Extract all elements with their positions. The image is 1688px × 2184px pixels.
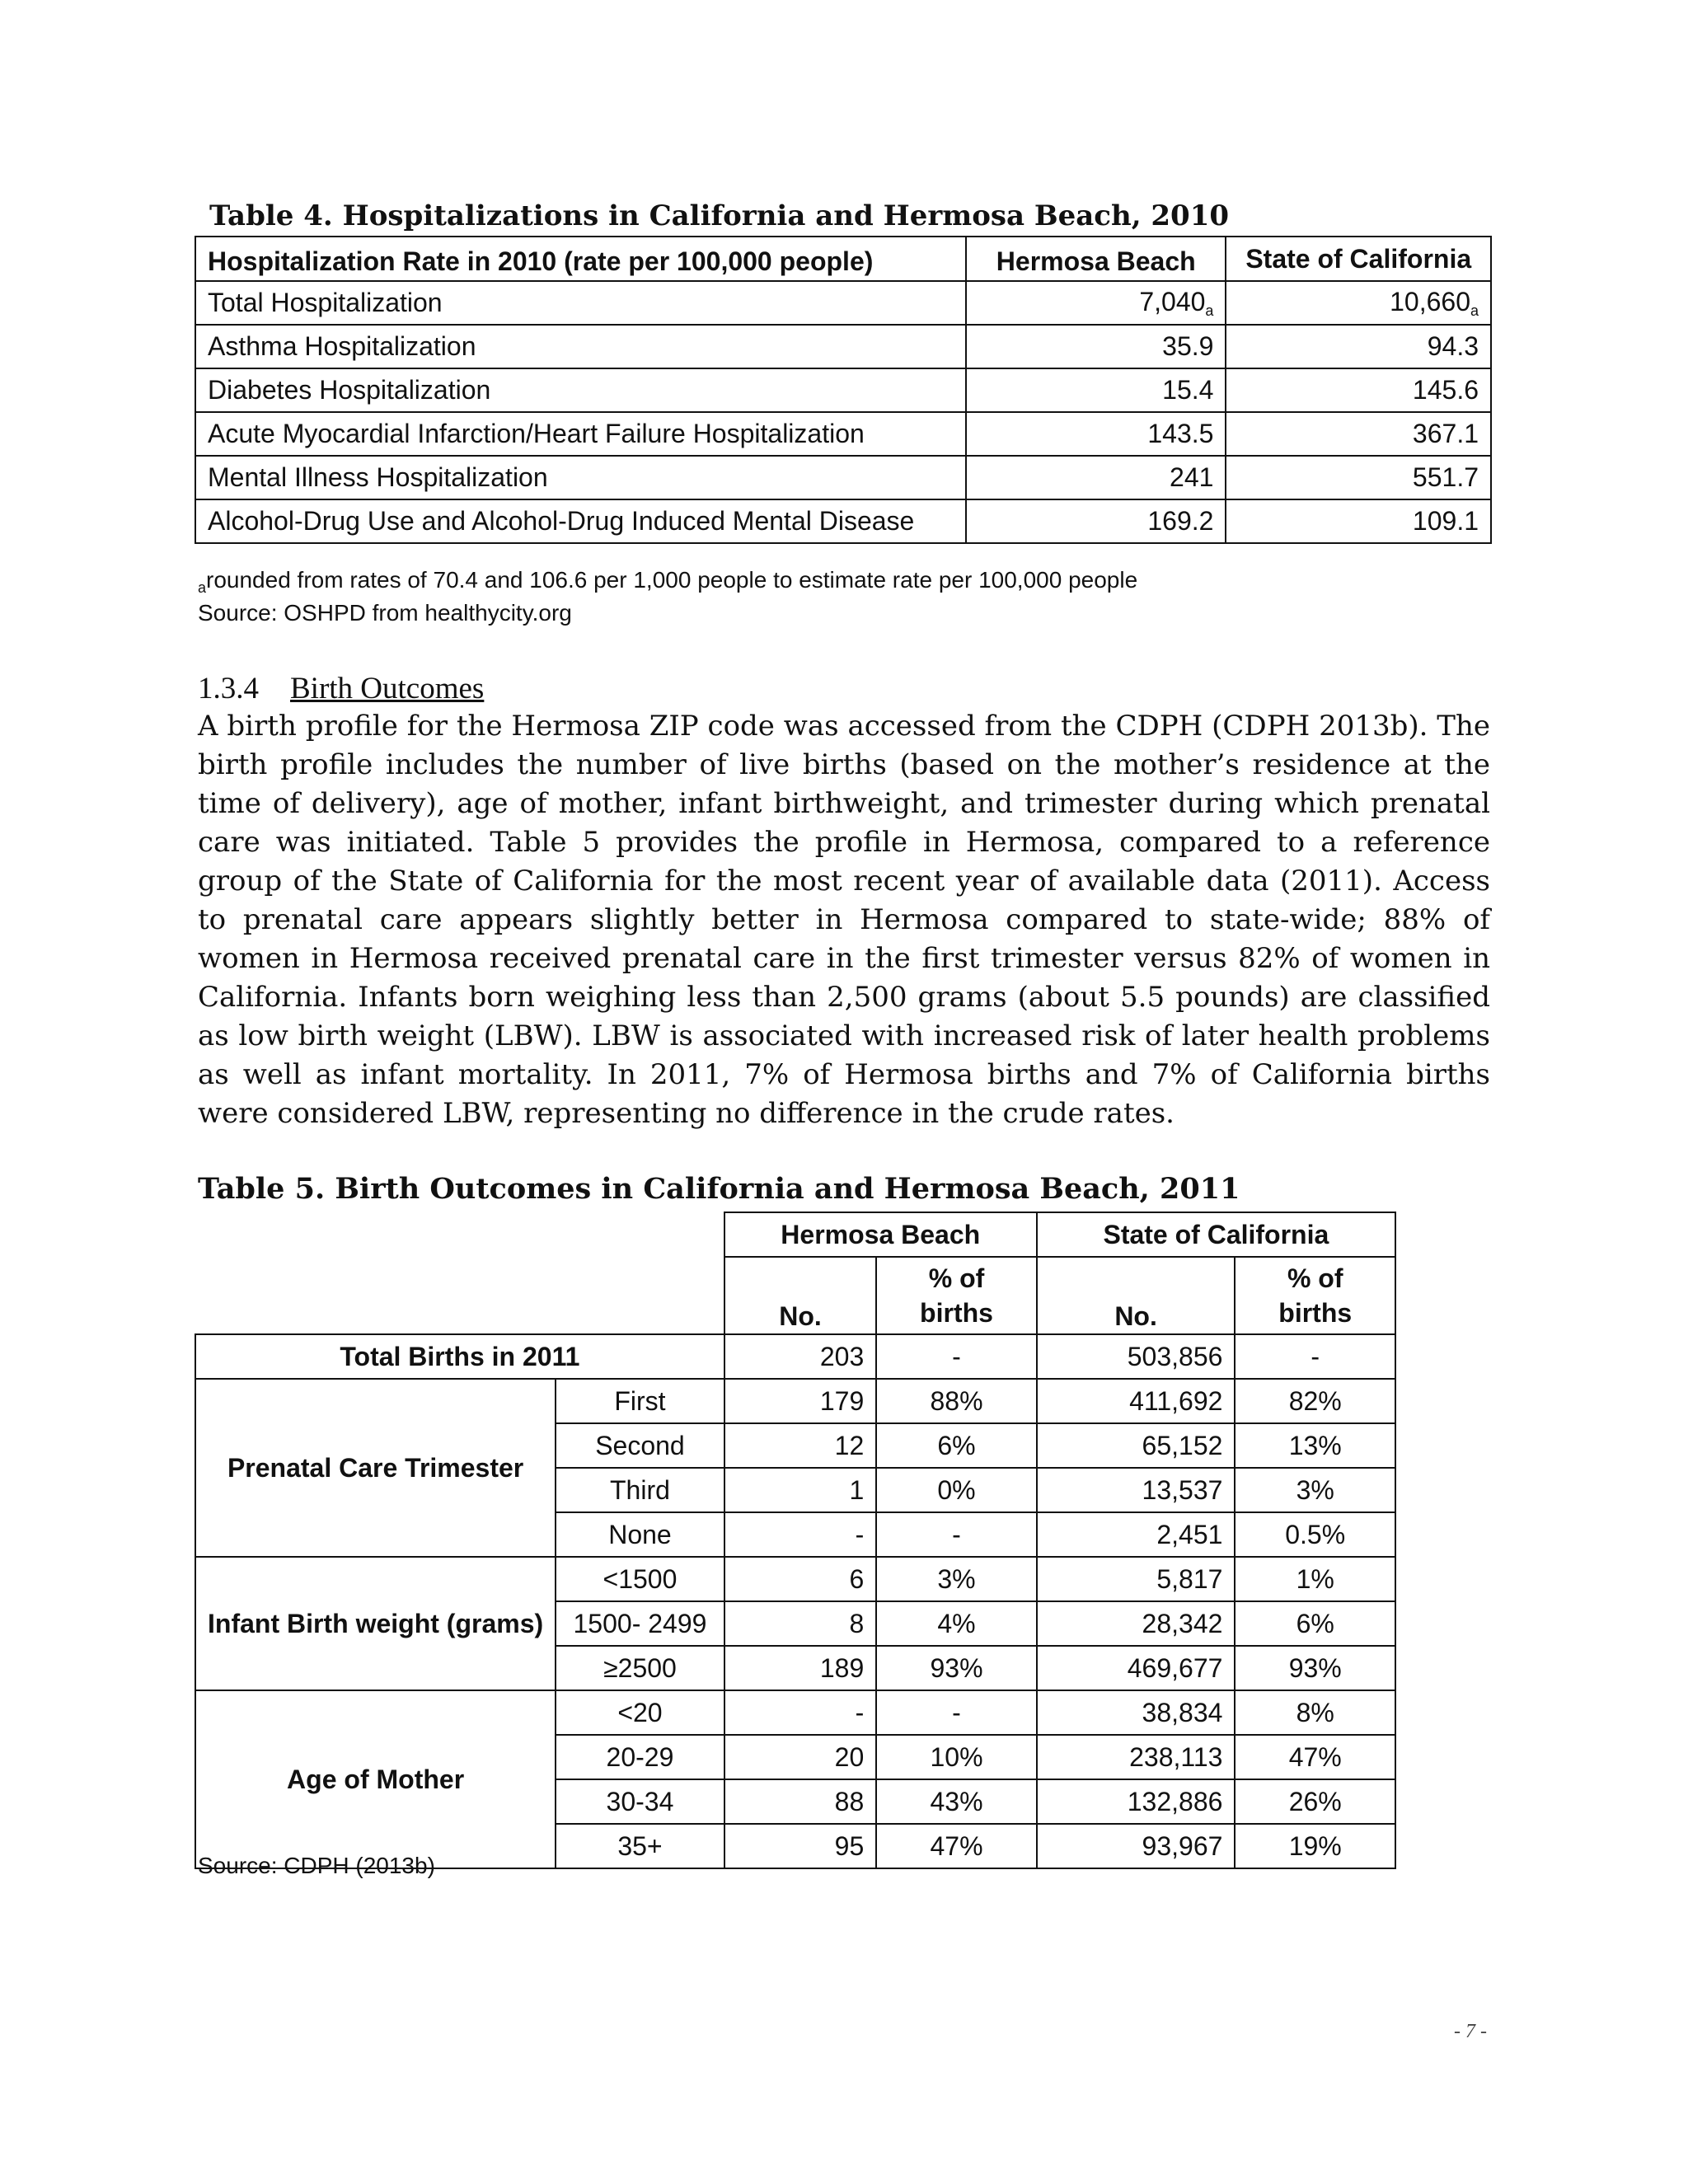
hermosa-no: 12 <box>724 1423 877 1468</box>
table4-title: Table 4. Hospitalizations in California and Hermosa Beach, 2010 <box>209 199 1230 232</box>
table5 <box>195 1212 1396 1869</box>
hermosa-no: 6 <box>724 1557 877 1601</box>
table-row-total <box>195 1334 1395 1379</box>
state-value: 551.7 <box>1226 456 1491 499</box>
state-pct: 82% <box>1235 1379 1395 1423</box>
table-row <box>195 1690 1395 1735</box>
header-no: No. <box>1037 1257 1236 1334</box>
table5-header-state: State of California <box>1037 1212 1395 1257</box>
hermosa-pct: - <box>876 1512 1037 1557</box>
footnote-marker: a <box>1205 302 1214 319</box>
state-value: 367.1 <box>1226 412 1491 456</box>
hermosa-pct: 88% <box>876 1379 1037 1423</box>
table-row <box>195 281 1491 325</box>
hermosa-no: 179 <box>724 1379 877 1423</box>
row-label: Asthma Hospitalization <box>195 325 966 368</box>
table-row <box>195 1557 1395 1601</box>
sub-label: 1500- 2499 <box>556 1601 724 1646</box>
state-no: 13,537 <box>1037 1468 1236 1512</box>
state-value: 94.3 <box>1226 325 1491 368</box>
sub-label: <1500 <box>556 1557 724 1601</box>
section-heading <box>198 671 484 706</box>
table4-header-hermosa: Hermosa Beach <box>966 237 1226 281</box>
state-pct: 8% <box>1235 1690 1395 1735</box>
hermosa-no: - <box>724 1690 877 1735</box>
hermosa-no: - <box>724 1512 877 1557</box>
sub-label: <20 <box>556 1690 724 1735</box>
hermosa-value: 241 <box>966 456 1226 499</box>
body-paragraph: A birth profile for the Hermosa ZIP code was accessed from the CDPH (CDPH 2013b). The birth profile includes the number of live births (based on the mother’s residence at the time of delivery), age of mother, infant birthweight, and trimester during which prenatal care was initiated. Table 5 provides the profile in Hermosa, compared to a reference group of the State of California for the most recent year of available data (2011). Access to prenatal care appears slightly better in Hermosa compared to state-wide; 88% of women in Hermosa received prenatal care in the first trimester versus 82% of women in California. Infants born weighing less than 2,500 grams (about 5.5 pounds) are classified as low birth weight (LBW). LBW is associated with increased risk of later health problems as well as infant mortality. In 2011, 7% of Hermosa births and 7% of California births were considered LBW, representing no difference in the crude rates. <box>198 710 1490 1130</box>
hermosa-pct: 10% <box>876 1735 1037 1779</box>
section-number: 1.3.4 <box>198 672 259 705</box>
table-row <box>195 412 1491 456</box>
hermosa-pct: - <box>876 1334 1037 1379</box>
hermosa-pct: 43% <box>876 1779 1037 1824</box>
sub-label: None <box>556 1512 724 1557</box>
state-value: $10,660_a$ <box>1226 281 1491 325</box>
table4-header-state: State of California <box>1226 237 1491 281</box>
table-row <box>195 325 1491 368</box>
state-no: 2,451 <box>1037 1512 1236 1557</box>
row-label: Diabetes Hospitalization <box>195 368 966 412</box>
state-no: 65,152 <box>1037 1423 1236 1468</box>
hermosa-no: 8 <box>724 1601 877 1646</box>
state-pct: 13% <box>1235 1423 1395 1468</box>
table-row <box>195 456 1491 499</box>
table5-source: Source: CDPH (2013b) <box>198 1853 435 1878</box>
hermosa-no: 1 <box>724 1468 877 1512</box>
hermosa-pct: 6% <box>876 1423 1037 1468</box>
hermosa-value: 35.9 <box>966 325 1226 368</box>
state-pct: 47% <box>1235 1735 1395 1779</box>
table-row <box>195 368 1491 412</box>
footnote-marker: a <box>1470 302 1479 319</box>
state-pct: 19% <box>1235 1824 1395 1868</box>
state-no: 93,967 <box>1037 1824 1236 1868</box>
state-value: 145.6 <box>1226 368 1491 412</box>
state-no: 132,886 <box>1037 1779 1236 1824</box>
row-label: Alcohol-Drug Use and Alcohol-Drug Induced Mental Disease <box>195 499 966 543</box>
hermosa-pct: 0% <box>876 1468 1037 1512</box>
sub-label: Third <box>556 1468 724 1512</box>
table5-title: Table 5. Birth Outcomes in California and Hermosa Beach, 2011 <box>198 1172 1240 1206</box>
hermosa-no: 20 <box>724 1735 877 1779</box>
sub-label: 20-29 <box>556 1735 724 1779</box>
row-label: Acute Myocardial Infarction/Heart Failure Hospitalization <box>195 412 966 456</box>
state-no: 411,692 <box>1037 1379 1236 1423</box>
hermosa-no: 189 <box>724 1646 877 1690</box>
state-no: 503,856 <box>1037 1334 1236 1379</box>
table4-header-rate: Hospitalization Rate in 2010 (rate per 100,000 people) <box>195 237 966 281</box>
state-pct: 3% <box>1235 1468 1395 1512</box>
hermosa-value: 15.4 <box>966 368 1226 412</box>
hermosa-value: $7,040_a$ <box>966 281 1226 325</box>
sub-label: 35+ <box>556 1824 724 1868</box>
table-row <box>195 499 1491 543</box>
hermosa-no: 88 <box>724 1779 877 1824</box>
group-label: Age of Mother <box>195 1690 556 1868</box>
row-label: Mental Illness Hospitalization <box>195 456 966 499</box>
page-number: - 7 - <box>1454 2021 1487 2042</box>
section-title: Birth Outcomes <box>290 672 485 705</box>
state-pct: - <box>1235 1334 1395 1379</box>
state-no: 28,342 <box>1037 1601 1236 1646</box>
table5-header-row <box>195 1212 1395 1257</box>
header-pct: % of births <box>1235 1257 1395 1334</box>
sub-label: Second <box>556 1423 724 1468</box>
table4 <box>195 236 1492 544</box>
group-label: Prenatal Care Trimester <box>195 1379 556 1557</box>
hermosa-pct: 4% <box>876 1601 1037 1646</box>
table5-header-blank <box>195 1212 724 1334</box>
header-no: No. <box>724 1257 877 1334</box>
state-pct: 93% <box>1235 1646 1395 1690</box>
table4-header-row <box>195 237 1491 281</box>
state-no: 38,834 <box>1037 1690 1236 1735</box>
total-label: Total Births in 2011 <box>195 1334 724 1379</box>
sub-label: ≥2500 <box>556 1646 724 1690</box>
hermosa-value: 169.2 <box>966 499 1226 543</box>
footnote-marker: a <box>198 579 207 596</box>
sub-label: 30-34 <box>556 1779 724 1824</box>
table5-header-hermosa: Hermosa Beach <box>724 1212 1037 1257</box>
table4-footnote: $_a$rounded from rates of 70.4 and 106.6 per 1,000 people to estimate rate per 100,000 people <box>198 567 1138 596</box>
table-row <box>195 1379 1395 1423</box>
row-label: Total Hospitalization <box>195 281 966 325</box>
state-no: 238,113 <box>1037 1735 1236 1779</box>
header-pct: % of births <box>876 1257 1037 1334</box>
state-pct: 1% <box>1235 1557 1395 1601</box>
sub-label: First <box>556 1379 724 1423</box>
hermosa-pct: - <box>876 1690 1037 1735</box>
state-pct: 26% <box>1235 1779 1395 1824</box>
group-label: Infant Birth weight (grams) <box>195 1557 556 1690</box>
state-no: 5,817 <box>1037 1557 1236 1601</box>
hermosa-no: 203 <box>724 1334 877 1379</box>
state-pct: 6% <box>1235 1601 1395 1646</box>
state-value: 109.1 <box>1226 499 1491 543</box>
hermosa-value: 143.5 <box>966 412 1226 456</box>
hermosa-pct: 47% <box>876 1824 1037 1868</box>
hermosa-no: 95 <box>724 1824 877 1868</box>
hermosa-pct: 93% <box>876 1646 1037 1690</box>
table4-source: Source: OSHPD from healthycity.org <box>198 600 572 626</box>
state-no: 469,677 <box>1037 1646 1236 1690</box>
state-pct: 0.5% <box>1235 1512 1395 1557</box>
hermosa-pct: 3% <box>876 1557 1037 1601</box>
